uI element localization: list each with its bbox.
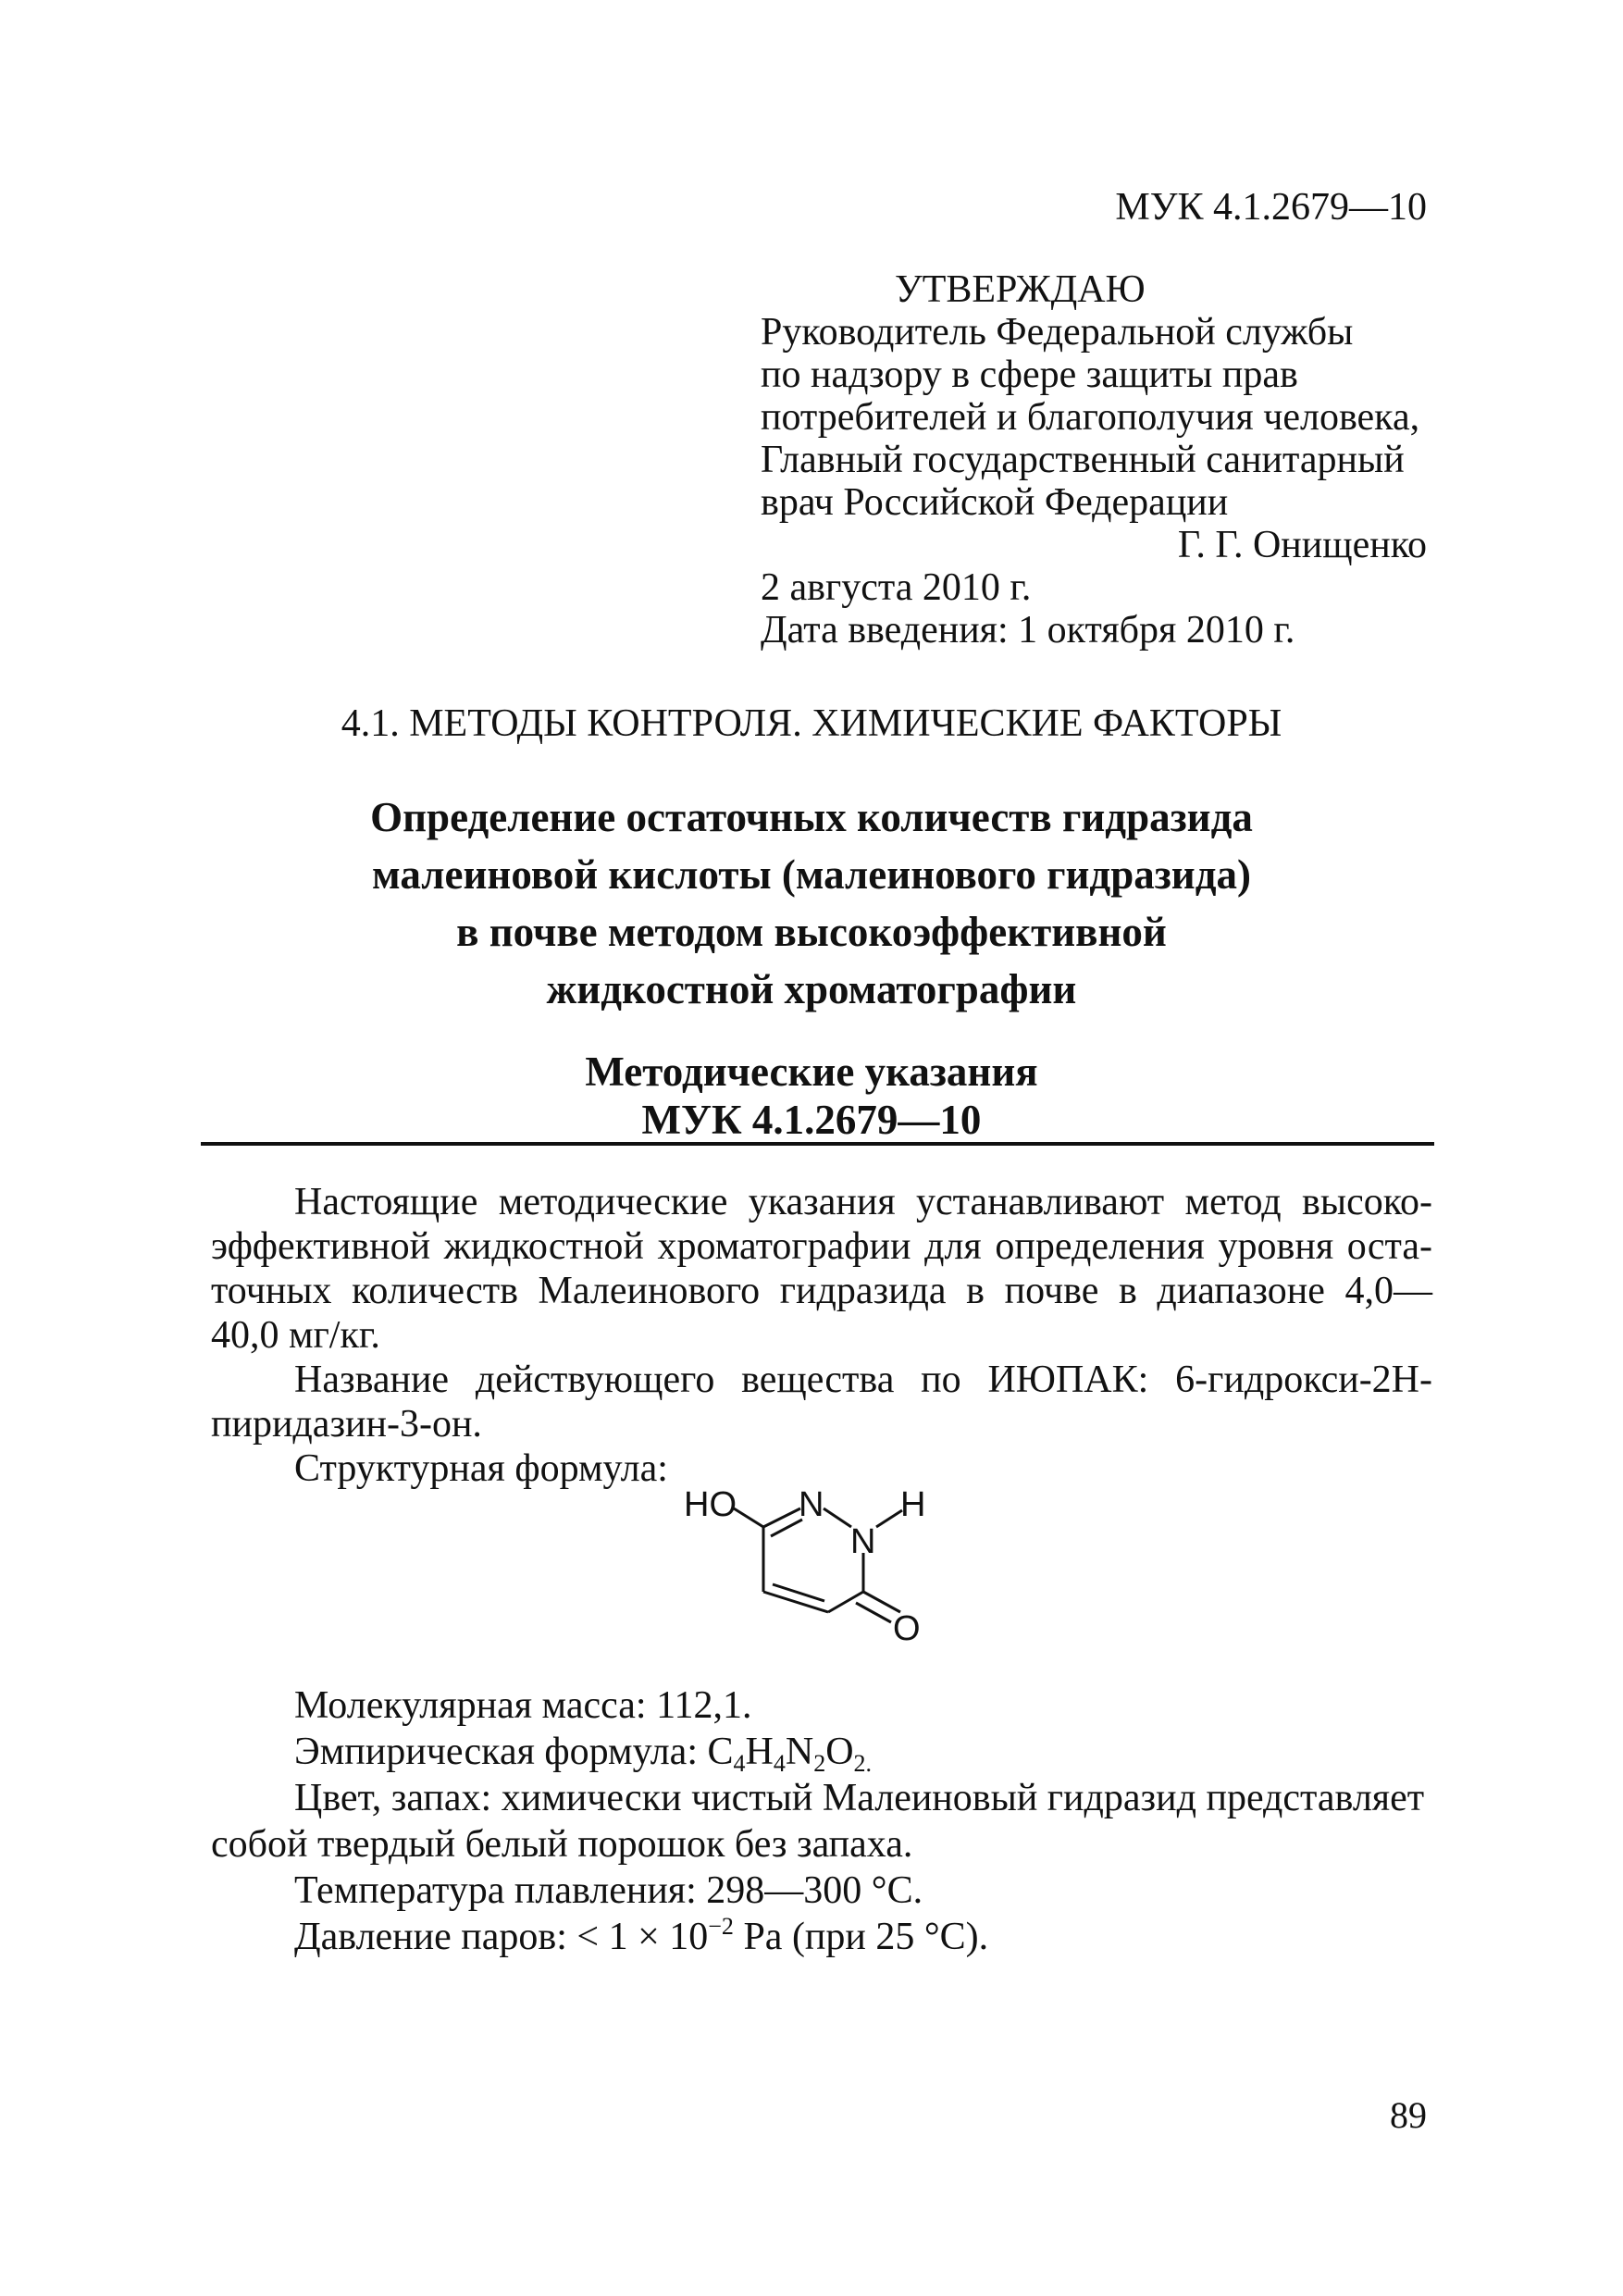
bond-n2-h — [876, 1510, 902, 1527]
bond-c4-c5 — [763, 1592, 828, 1612]
intro-paragraph-cont — [211, 1224, 1432, 1269]
subtitle-code: МУК 4.1.2679—10 — [641, 1097, 982, 1143]
formula-n: N — [785, 1731, 814, 1773]
iupac-paragraph-cont — [211, 1402, 1432, 1446]
approval-position-line: врач Российской Федерации — [761, 481, 1229, 524]
properties-block — [211, 1682, 1432, 1960]
formula-o: O — [825, 1731, 854, 1773]
approval-signatory: Г. Г. Онищенко — [1177, 524, 1427, 566]
subtitle — [0, 1048, 1623, 1144]
intro-line: точных количеств Малеинового гидразида в почве в диапазоне 4,0— — [211, 1270, 1432, 1312]
o-label: O — [893, 1609, 921, 1648]
formula-c: C — [707, 1731, 734, 1773]
title-divider — [201, 1142, 1434, 1146]
structural-formula-label: Структурная формула: — [294, 1447, 668, 1490]
approval-position-line: Главный государственный санитарный — [761, 439, 1405, 481]
n2-label: N — [850, 1522, 876, 1561]
main-title-line: малеиновой кислоты (малеинового гидразида) — [372, 851, 1251, 898]
section-heading: 4.1. МЕТОДЫ КОНТРОЛЯ. ХИМИЧЕСКИЕ ФАКТОРЫ — [341, 702, 1282, 745]
intro-line: эффективной жидкостной хроматографии для определения уровня оста- — [211, 1225, 1432, 1268]
formula-h-count: 4 — [773, 1750, 786, 1777]
formula-n-count: 2 — [813, 1750, 826, 1777]
melting-point: Температура плавления: 298—300 °С. — [294, 1869, 923, 1912]
body-text — [211, 1180, 1432, 1491]
ho-label: HO — [684, 1485, 737, 1524]
n1-label: N — [799, 1485, 824, 1524]
effective-date: Дата введения: 1 октября 2010 г. — [761, 609, 1295, 652]
structural-formula-diagram — [671, 1481, 985, 1675]
bond-n1-n2 — [824, 1508, 851, 1527]
intro-paragraph-cont — [211, 1313, 1432, 1358]
color-smell-line: собой твердый белый порошок без запаха. — [211, 1823, 913, 1866]
vapor-pressure-row — [211, 1914, 1432, 1960]
main-title — [0, 788, 1623, 1018]
formula-o-count: 2. — [853, 1750, 873, 1777]
empirical-formula-label: Эмпирическая формула: — [294, 1731, 708, 1773]
main-title-line: жидкостной хроматографии — [546, 966, 1077, 1012]
approval-date: 2 августа 2010 г. — [761, 566, 1032, 609]
intro-paragraph — [211, 1180, 1432, 1224]
h-label: H — [900, 1485, 926, 1524]
iupac-paragraph — [211, 1358, 1432, 1402]
iupac-line: Название действующего вещества по ИЮПАК: 6-гидрокси-2H- — [294, 1359, 1432, 1401]
vapor-pressure-exponent: −2 — [708, 1913, 734, 1940]
approval-position-line: потребителей и благополучия человека, — [761, 396, 1420, 439]
document-code-header: МУК 4.1.2679—10 — [1115, 186, 1427, 229]
subtitle-kind: Методические указания — [585, 1049, 1038, 1095]
main-title-line: Определение остаточных количеств гидразида — [370, 794, 1253, 840]
intro-line: Настоящие методические указания устанавливают метод высоко- — [294, 1181, 1432, 1223]
page-number: 89 — [1390, 2094, 1427, 2136]
intro-paragraph-cont — [211, 1269, 1432, 1313]
main-title-line: в почве методом высокоэффективной — [456, 909, 1167, 955]
vapor-pressure-suffix: Ра (при 25 °С). — [733, 1916, 989, 1958]
approval-position-line: Руководитель Федеральной службы — [761, 311, 1354, 354]
bond-c3-o-double — [856, 1603, 891, 1622]
vapor-pressure-prefix: Давление паров: < 1 × 10 — [294, 1916, 709, 1958]
maleic-hydrazide-structure — [671, 1481, 985, 1675]
molecular-mass: Молекулярная масса: 112,1. — [294, 1684, 752, 1727]
approval-title: УТВЕРЖДАЮ — [895, 268, 1146, 311]
approval-position-line: по надзору в сфере защиты прав — [761, 354, 1298, 396]
formula-h: H — [745, 1731, 774, 1773]
bond-ho-c — [734, 1508, 763, 1527]
color-smell-line: Цвет, запах: химически чистый Малеиновый гидразид представляет — [294, 1777, 1425, 1819]
formula-c-count: 4 — [733, 1750, 746, 1777]
approval-block — [761, 268, 1436, 652]
empirical-formula-row — [211, 1729, 1432, 1775]
intro-line: 40,0 мг/кг. — [211, 1314, 380, 1357]
iupac-line: пиридазин-3-он. — [211, 1403, 482, 1446]
bond-c3-c4 — [828, 1592, 863, 1612]
